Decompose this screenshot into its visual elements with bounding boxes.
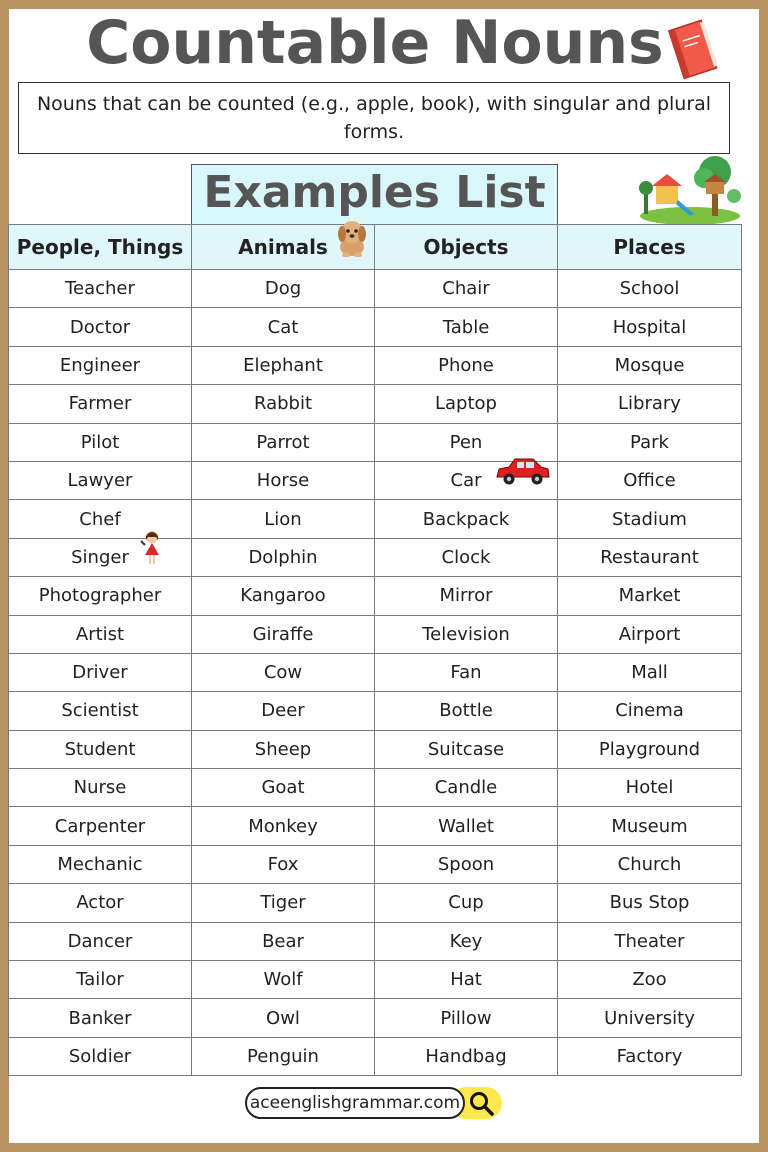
cell-label: Wallet (438, 815, 494, 837)
cell-people-things (9, 423, 192, 461)
table-row (9, 884, 742, 922)
dog-icon (334, 217, 370, 257)
cell-label: Engineer (59, 354, 141, 376)
cell-wrap (558, 816, 741, 837)
cell-animals (192, 884, 375, 922)
cell-animals (192, 461, 375, 499)
cell-animals (192, 1037, 375, 1075)
cell-wrap (9, 739, 191, 760)
cell-wrap (9, 816, 191, 837)
cell-label: Horse (256, 470, 310, 492)
singer-girl-icon (139, 529, 165, 567)
cell-label: Phone (438, 354, 494, 376)
cell-label: Hotel (625, 777, 674, 799)
cell-label: Wolf (263, 969, 303, 991)
cell-places (558, 769, 742, 807)
cell-people-things (9, 730, 192, 768)
cell-wrap (375, 816, 557, 837)
cell-label: Pilot (80, 431, 120, 453)
cell-label: Mall (631, 662, 668, 684)
cell-label: Artist (75, 623, 125, 645)
cell-wrap (192, 317, 374, 338)
examples-title: Examples List (191, 164, 558, 224)
cell-label: Handbag (425, 1046, 507, 1067)
cell-wrap (558, 1008, 741, 1029)
cell-label: Rabbit (253, 393, 313, 415)
cell-people-things (9, 308, 192, 346)
cell-wrap (192, 355, 374, 376)
cell-wrap (192, 278, 374, 299)
cell-wrap (375, 1008, 557, 1029)
cell-places (558, 500, 742, 538)
cell-label: Airport (618, 623, 681, 645)
cell-wrap (9, 355, 191, 376)
cell-animals (192, 653, 375, 691)
cell-label: Cow (263, 662, 303, 684)
cell-label: Driver (72, 662, 128, 684)
cell-wrap (9, 470, 191, 491)
cell-people-things (9, 807, 192, 845)
cell-label: Goat (261, 777, 305, 799)
cell-label: Pillow (440, 1007, 492, 1029)
cell-wrap (375, 470, 557, 491)
cell-wrap (375, 777, 557, 798)
cell-wrap (192, 816, 374, 837)
cell-people-things (9, 615, 192, 653)
cell-label: Zoo (632, 969, 667, 991)
cell-people-things (9, 346, 192, 384)
cell-animals (192, 999, 375, 1037)
cell-wrap (9, 432, 191, 453)
cell-label: Dog (264, 278, 302, 300)
cell-label: University (604, 1007, 695, 1029)
table-row (9, 461, 742, 499)
table-row (9, 769, 742, 807)
header-animals-label: Animals (238, 235, 328, 259)
cell-label: Elephant (243, 354, 323, 376)
cell-people-things (9, 845, 192, 883)
cell-wrap (192, 854, 374, 875)
cell-label: Office (623, 470, 676, 492)
cell-wrap (9, 278, 191, 299)
cell-animals (192, 346, 375, 384)
cell-wrap (9, 777, 191, 798)
cell-wrap (558, 509, 741, 530)
cell-people-things (9, 999, 192, 1037)
cell-objects (375, 730, 558, 768)
cell-places (558, 730, 742, 768)
table-row (9, 730, 742, 768)
cell-label: Cup (448, 892, 484, 914)
cell-wrap (9, 393, 191, 414)
cell-wrap (558, 931, 741, 952)
cell-wrap (375, 624, 557, 645)
cell-label: Candle (434, 777, 498, 799)
cell-wrap (375, 969, 557, 990)
table-row (9, 615, 742, 653)
cell-people-things (9, 692, 192, 730)
cell-places (558, 922, 742, 960)
table-body (9, 270, 742, 1076)
cell-label: Library (618, 393, 681, 415)
cell-wrap (375, 509, 557, 530)
cell-wrap (9, 317, 191, 338)
cell-wrap (558, 777, 741, 798)
cell-label: Clock (441, 546, 491, 568)
search-icon[interactable] (469, 1091, 495, 1117)
cell-label: Bear (262, 930, 304, 952)
table-row (9, 385, 742, 423)
cell-wrap (375, 317, 557, 338)
cell-label: Laptop (435, 393, 497, 415)
table-row (9, 538, 742, 576)
cell-label: Lion (264, 508, 302, 530)
cell-label: Actor (76, 892, 124, 914)
cell-objects (375, 807, 558, 845)
cell-label: Singer (71, 546, 129, 568)
cell-animals (192, 807, 375, 845)
cell-wrap (9, 931, 191, 952)
cell-places (558, 884, 742, 922)
cell-label: Fox (267, 854, 299, 876)
cell-label: Penguin (247, 1046, 319, 1067)
cell-label: Table (442, 316, 490, 338)
table-row (9, 270, 742, 308)
table-header-row (9, 225, 742, 270)
cell-label: Dancer (67, 930, 133, 952)
cell-places (558, 961, 742, 999)
description-box: Nouns that can be counted (e.g., apple, book), with singular and plural forms. (18, 82, 730, 154)
cell-objects (375, 308, 558, 346)
cell-objects (375, 346, 558, 384)
cell-wrap (375, 355, 557, 376)
cell-wrap (558, 854, 741, 875)
cell-label: Owl (266, 1007, 300, 1029)
cell-label: Giraffe (252, 623, 314, 645)
cell-wrap (558, 432, 741, 453)
cell-people-things (9, 769, 192, 807)
cell-wrap (558, 355, 741, 376)
cell-label: Factory (616, 1046, 683, 1067)
cell-wrap (192, 969, 374, 990)
table-row (9, 346, 742, 384)
cell-wrap (375, 432, 557, 453)
cell-wrap (558, 278, 741, 299)
cell-objects (375, 922, 558, 960)
cell-label: Deer (261, 700, 305, 722)
cell-animals (192, 769, 375, 807)
cell-wrap (558, 393, 741, 414)
cell-animals (192, 845, 375, 883)
cell-label: Photographer (38, 585, 162, 607)
cell-animals (192, 423, 375, 461)
cell-objects (375, 500, 558, 538)
cell-label: Park (630, 431, 669, 453)
cell-label: Fan (450, 662, 482, 684)
cell-label: School (619, 278, 680, 300)
cell-animals (192, 961, 375, 999)
cell-objects (375, 845, 558, 883)
cell-wrap (192, 662, 374, 683)
table-row (9, 961, 742, 999)
cell-label: Suitcase (427, 738, 505, 760)
cell-label: Restaurant (600, 546, 699, 568)
cell-wrap (558, 739, 741, 760)
cell-wrap (558, 470, 741, 491)
header-places: Places (558, 225, 742, 270)
cell-label: Nurse (73, 777, 127, 799)
cell-animals (192, 538, 375, 576)
table-row (9, 999, 742, 1037)
cell-animals (192, 615, 375, 653)
cell-wrap (375, 700, 557, 721)
cell-wrap (375, 547, 557, 568)
cell-label: Museum (611, 815, 688, 837)
cell-label: Pen (449, 431, 483, 453)
cell-label: Bus Stop (609, 892, 690, 914)
cell-objects (375, 884, 558, 922)
cell-wrap (9, 969, 191, 990)
cell-label: Scientist (61, 700, 139, 722)
cell-wrap (375, 854, 557, 875)
cell-label: Tiger (260, 892, 306, 914)
cell-label: Sheep (254, 738, 312, 760)
cell-animals (192, 308, 375, 346)
cell-wrap (375, 892, 557, 913)
cell-label: Spoon (437, 854, 495, 876)
cell-people-things (9, 653, 192, 691)
cell-places (558, 1037, 742, 1075)
cell-wrap (9, 1046, 191, 1067)
cell-objects (375, 999, 558, 1037)
cell-places (558, 538, 742, 576)
cell-animals (192, 500, 375, 538)
footer-search[interactable] (245, 1087, 503, 1123)
cell-wrap (558, 624, 741, 645)
cell-places (558, 807, 742, 845)
cell-wrap (192, 393, 374, 414)
cell-places (558, 577, 742, 615)
cell-label: Tailor (76, 969, 124, 991)
table-row (9, 653, 742, 691)
table-row (9, 1037, 742, 1075)
cell-people-things (9, 270, 192, 308)
cell-label: Doctor (69, 316, 131, 338)
cell-label: Chef (79, 508, 121, 530)
header-animals-wrap (192, 235, 374, 259)
cell-wrap (192, 547, 374, 568)
cell-label: Lawyer (67, 470, 133, 492)
cell-wrap (192, 624, 374, 645)
cell-label: Mosque (614, 354, 685, 376)
table-row (9, 577, 742, 615)
cell-wrap (192, 892, 374, 913)
cell-label: Mechanic (57, 854, 143, 876)
cell-wrap (192, 585, 374, 606)
cell-wrap (9, 585, 191, 606)
cell-people-things (9, 385, 192, 423)
cell-objects (375, 461, 558, 499)
cell-label: Cinema (615, 700, 684, 722)
cell-wrap (192, 470, 374, 491)
cell-animals (192, 577, 375, 615)
cell-label: Dolphin (248, 546, 318, 568)
playground-icon (638, 156, 742, 226)
cell-wrap (9, 1008, 191, 1029)
cell-places (558, 615, 742, 653)
cell-wrap (192, 1046, 374, 1067)
cell-animals (192, 270, 375, 308)
cell-people-things (9, 461, 192, 499)
table-row (9, 423, 742, 461)
cell-places (558, 308, 742, 346)
cell-label: Television (422, 623, 510, 645)
cell-people-things (9, 538, 192, 576)
cell-wrap (9, 624, 191, 645)
cell-label: Hat (450, 969, 482, 991)
cell-objects (375, 615, 558, 653)
cell-wrap (558, 662, 741, 683)
cell-people-things (9, 1037, 192, 1075)
cell-wrap (9, 547, 191, 568)
cell-wrap (192, 1008, 374, 1029)
cell-people-things (9, 884, 192, 922)
header-animals (192, 225, 375, 270)
cell-label: Playground (598, 738, 701, 760)
cell-wrap (9, 662, 191, 683)
cell-people-things (9, 961, 192, 999)
cell-objects (375, 538, 558, 576)
cell-places (558, 385, 742, 423)
cell-wrap (558, 892, 741, 913)
cell-label: Theater (614, 930, 685, 952)
cell-label: Stadium (612, 508, 687, 530)
cell-places (558, 423, 742, 461)
cell-label: Mirror (439, 585, 493, 607)
cell-wrap (192, 777, 374, 798)
cell-label: Farmer (68, 393, 132, 415)
cell-wrap (375, 278, 557, 299)
cell-wrap (375, 931, 557, 952)
cell-wrap (558, 969, 741, 990)
cell-label: Cat (267, 316, 299, 338)
cell-label: Carpenter (54, 815, 146, 837)
cell-label: Teacher (65, 278, 135, 300)
header-objects: Objects (375, 225, 558, 270)
cell-wrap (375, 739, 557, 760)
cell-label: Kangaroo (240, 585, 326, 607)
cell-label: Chair (442, 278, 490, 300)
cell-wrap (9, 509, 191, 530)
car-icon (493, 455, 551, 487)
cell-objects (375, 270, 558, 308)
cell-places (558, 653, 742, 691)
cell-wrap (375, 585, 557, 606)
cell-animals (192, 730, 375, 768)
table-row (9, 692, 742, 730)
cell-wrap (375, 1046, 557, 1067)
cell-places (558, 461, 742, 499)
cell-label: Market (618, 585, 681, 607)
cell-wrap (558, 1046, 741, 1067)
cell-wrap (558, 585, 741, 606)
cell-wrap (558, 547, 741, 568)
header-people-things: People, Things (9, 225, 192, 270)
cell-label: Bottle (439, 700, 493, 722)
cell-label: Soldier (68, 1046, 132, 1067)
cell-objects (375, 385, 558, 423)
page-title: Countable Nouns (86, 8, 664, 78)
cell-objects (375, 1037, 558, 1075)
cell-wrap (375, 662, 557, 683)
cell-places (558, 845, 742, 883)
cell-label: Key (449, 930, 483, 952)
cell-places (558, 692, 742, 730)
cell-objects (375, 961, 558, 999)
cell-wrap (558, 700, 741, 721)
cell-label: Parrot (256, 431, 310, 453)
cell-label: Student (64, 738, 136, 760)
cell-wrap (192, 700, 374, 721)
cell-wrap (9, 854, 191, 875)
cell-wrap (192, 931, 374, 952)
cell-places (558, 270, 742, 308)
cell-objects (375, 769, 558, 807)
table-row (9, 308, 742, 346)
book-icon (668, 16, 720, 84)
website-url[interactable]: aceenglishgrammar.com (245, 1087, 465, 1119)
cell-wrap (192, 432, 374, 453)
cell-wrap (192, 739, 374, 760)
cell-animals (192, 922, 375, 960)
table-row (9, 845, 742, 883)
cell-places (558, 999, 742, 1037)
cell-wrap (9, 700, 191, 721)
table-row (9, 807, 742, 845)
cell-places (558, 346, 742, 384)
cell-people-things (9, 577, 192, 615)
cell-animals (192, 385, 375, 423)
cell-label: Monkey (248, 815, 318, 837)
cell-wrap (558, 317, 741, 338)
cell-wrap (9, 892, 191, 913)
cell-label: Banker (68, 1007, 132, 1029)
cell-animals (192, 692, 375, 730)
cell-people-things (9, 922, 192, 960)
cell-objects (375, 653, 558, 691)
cell-label: Hospital (612, 316, 687, 338)
table-row (9, 500, 742, 538)
table-row (9, 922, 742, 960)
cell-wrap (192, 509, 374, 530)
cell-label: Car (450, 470, 482, 492)
cell-label: Church (617, 854, 682, 876)
cell-label: Backpack (422, 508, 510, 530)
cell-objects (375, 577, 558, 615)
cell-objects (375, 692, 558, 730)
cell-wrap (375, 393, 557, 414)
examples-table (8, 224, 742, 1076)
